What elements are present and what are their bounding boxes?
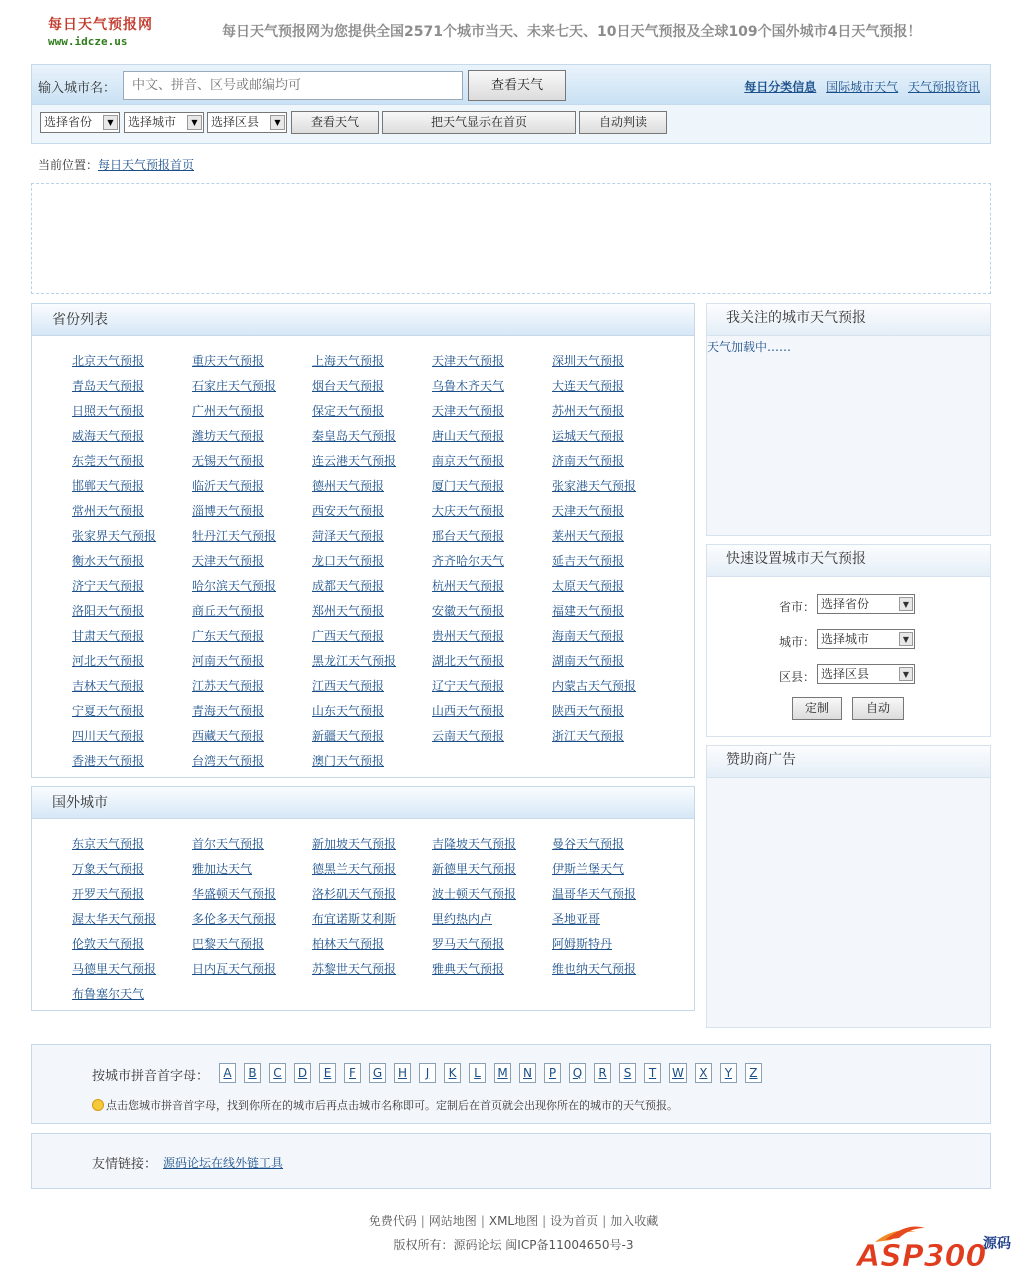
city-link[interactable]: 香港天气预报 — [72, 754, 145, 768]
city-link[interactable]: 江西天气预报 — [312, 679, 385, 693]
qs-province-label: 省市： — [779, 600, 816, 614]
city-link[interactable]: 邢台天气预报 — [432, 529, 505, 543]
city-row — [72, 860, 694, 885]
city-link[interactable]: 伊斯兰堡天气 — [552, 862, 625, 876]
city-link[interactable]: 浙江天气预报 — [552, 729, 625, 743]
quick-set-box — [706, 544, 991, 737]
city-link[interactable]: 莱州天气预报 — [552, 529, 625, 543]
letter-link[interactable]: S — [619, 1063, 636, 1083]
city-row — [72, 577, 694, 602]
city-link[interactable]: 黑龙江天气预报 — [312, 654, 397, 668]
city-link[interactable]: 厦门天气预报 — [432, 479, 505, 493]
city-row — [72, 602, 694, 627]
city-row — [72, 677, 694, 702]
asp300-watermark-logo — [855, 1220, 1025, 1272]
city-link[interactable]: 罗马天气预报 — [432, 937, 505, 951]
city-link[interactable]: 广东天气预报 — [192, 629, 265, 643]
city-link[interactable]: 济南天气预报 — [552, 454, 625, 468]
letter-link[interactable]: M — [494, 1063, 511, 1083]
city-row — [72, 652, 694, 677]
city-link[interactable]: 深圳天气预报 — [552, 354, 625, 368]
city-link[interactable]: 阿姆斯特丹 — [552, 937, 613, 951]
custom-button[interactable]: 定制 — [792, 697, 842, 720]
letter-link[interactable]: P — [544, 1063, 561, 1083]
city-link[interactable]: 维也纳天气预报 — [552, 962, 637, 976]
city-link[interactable]: 雅加达天气 — [192, 862, 253, 876]
city-link[interactable]: 济宁天气预报 — [72, 579, 145, 593]
letter-link[interactable]: F — [344, 1063, 361, 1083]
city-link[interactable]: 温哥华天气预报 — [552, 887, 637, 901]
city-row — [72, 752, 694, 777]
letter-link[interactable]: K — [444, 1063, 461, 1083]
city-link[interactable]: 开罗天气预报 — [72, 887, 145, 901]
qs-city-label: 城市： — [779, 635, 816, 649]
city-link[interactable]: 延吉天气预报 — [552, 554, 625, 568]
letter-index-box — [31, 1044, 991, 1124]
link-international-weather[interactable]: 国际城市天气 — [826, 80, 899, 94]
city-link[interactable]: 山西天气预报 — [432, 704, 505, 718]
city-link[interactable]: 柏林天气预报 — [312, 937, 385, 951]
select-bar — [32, 105, 990, 143]
city-link[interactable]: 陕西天气预报 — [552, 704, 625, 718]
city-link[interactable]: 东京天气预报 — [72, 837, 145, 851]
city-link[interactable]: 曼谷天气预报 — [552, 837, 625, 851]
city-link[interactable]: 潍坊天气预报 — [192, 429, 265, 443]
letter-link[interactable]: G — [369, 1063, 386, 1083]
top-links — [738, 78, 980, 95]
city-link[interactable]: 烟台天气预报 — [312, 379, 385, 393]
city-link[interactable]: 成都天气预报 — [312, 579, 385, 593]
city-link[interactable]: 常州天气预报 — [72, 504, 145, 518]
footer-link-xml-map[interactable]: XML地图 — [488, 1214, 539, 1228]
city-link[interactable]: 乌鲁木齐天气 — [432, 379, 505, 393]
letter-tip: 点击您城市拼音首字母，找到你所在的城市后再点击城市名称即可。定制后在首页就会出现你所在的城市的天气预报。 — [92, 1097, 678, 1113]
watermark-text: ASP300 — [857, 1239, 987, 1272]
city-row — [72, 477, 694, 502]
city-row — [72, 835, 694, 860]
city-link[interactable]: 日内瓦天气预报 — [192, 962, 277, 976]
city-link[interactable]: 山东天气预报 — [312, 704, 385, 718]
city-link[interactable]: 重庆天气预报 — [192, 354, 265, 368]
city-link[interactable]: 威海天气预报 — [72, 429, 145, 443]
friend-link[interactable]: 源码论坛在线外链工具 — [163, 1156, 284, 1170]
letter-link[interactable]: R — [594, 1063, 611, 1083]
qs-county-label: 区县： — [779, 670, 816, 684]
city-link[interactable]: 内蒙古天气预报 — [552, 679, 637, 693]
city-link[interactable]: 连云港天气预报 — [312, 454, 397, 468]
breadcrumb: 当前位置：每日天气预报首页 — [38, 158, 195, 172]
city-link[interactable]: 洛阳天气预报 — [72, 604, 145, 618]
city-row — [72, 452, 694, 477]
city-link[interactable]: 广西天气预报 — [312, 629, 385, 643]
foreign-city-box — [31, 786, 695, 1011]
city-link[interactable]: 太原天气预报 — [552, 579, 625, 593]
lightbulb-icon — [92, 1099, 104, 1111]
county-select[interactable]: 选择区县 ▼ — [207, 112, 287, 133]
city-link[interactable]: 华盛顿天气预报 — [192, 887, 277, 901]
auto-button[interactable]: 自动 — [852, 697, 904, 720]
city-select[interactable]: 选择城市 ▼ — [124, 112, 204, 133]
city-row — [72, 377, 694, 402]
city-link[interactable]: 北京天气预报 — [72, 354, 145, 368]
letter-link[interactable]: W — [669, 1063, 687, 1083]
letter-link[interactable]: H — [394, 1063, 411, 1083]
city-link[interactable]: 临沂天气预报 — [192, 479, 265, 493]
city-row — [72, 727, 694, 752]
city-link[interactable]: 上海天气预报 — [312, 354, 385, 368]
city-link[interactable]: 大庆天气预报 — [432, 504, 505, 518]
letter-index-label: 按城市拼音首字母： — [92, 1069, 210, 1084]
site-logo[interactable] — [48, 14, 163, 46]
letter-link[interactable]: A — [219, 1063, 236, 1083]
search-label: 输入城市名： — [38, 81, 117, 96]
qs-city-select[interactable]: 选择城市 ▼ — [817, 629, 915, 649]
city-link[interactable]: 苏州天气预报 — [552, 404, 625, 418]
banner-ad-area — [31, 183, 991, 294]
city-link[interactable]: 新疆天气预报 — [312, 729, 385, 743]
sponsor-box — [706, 745, 991, 1028]
city-link[interactable]: 西安天气预报 — [312, 504, 385, 518]
city-link[interactable]: 澳门天气预报 — [312, 754, 385, 768]
city-link[interactable]: 新德里天气预报 — [432, 862, 517, 876]
city-link[interactable]: 里约热内卢 — [432, 912, 493, 926]
city-search-input[interactable] — [123, 71, 463, 100]
city-link[interactable]: 布鲁塞尔天气 — [72, 987, 145, 1001]
city-link[interactable]: 德州天气预报 — [312, 479, 385, 493]
city-link[interactable]: 吉林天气预报 — [72, 679, 145, 693]
logo-title: 每日天气预报网 — [48, 17, 153, 33]
city-link[interactable]: 万象天气预报 — [72, 862, 145, 876]
city-link[interactable]: 天津天气预报 — [192, 554, 265, 568]
city-link[interactable]: 多伦多天气预报 — [192, 912, 277, 926]
province-select[interactable]: 选择省份 ▼ — [40, 112, 120, 133]
city-link[interactable]: 西藏天气预报 — [192, 729, 265, 743]
city-link[interactable]: 湖南天气预报 — [552, 654, 625, 668]
logo-url: www.idcze.us — [48, 35, 128, 48]
letter-link[interactable]: N — [519, 1063, 536, 1083]
city-link[interactable]: 广州天气预报 — [192, 404, 265, 418]
city-row — [72, 527, 694, 552]
city-link[interactable]: 天津天气预报 — [432, 354, 505, 368]
friend-links-label: 友情链接： — [92, 1157, 158, 1172]
dropdown-arrow-icon: ▼ — [270, 115, 285, 130]
dropdown-arrow-icon: ▼ — [899, 597, 913, 611]
city-link[interactable]: 江苏天气预报 — [192, 679, 265, 693]
city-link[interactable]: 牡丹江天气预报 — [192, 529, 277, 543]
province-list-title: 省份列表 — [32, 304, 694, 336]
letter-link[interactable]: B — [244, 1063, 261, 1083]
search-panel — [31, 64, 991, 144]
city-row — [72, 502, 694, 527]
city-row — [72, 552, 694, 577]
qs-county-select[interactable]: 选择区县 ▼ — [817, 664, 915, 684]
city-row — [72, 885, 694, 910]
search-bar — [32, 65, 990, 105]
city-link[interactable]: 齐齐哈尔天气 — [432, 554, 505, 568]
dropdown-arrow-icon: ▼ — [899, 667, 913, 681]
footer-links: 免费代码 | 网站地图 | XML地图 | 设为首页 | 加入收藏 — [368, 1214, 659, 1228]
sponsor-title: 赞助商广告 — [707, 746, 990, 778]
city-link[interactable]: 辽宁天气预报 — [432, 679, 505, 693]
city-link[interactable]: 东莞天气预报 — [72, 454, 145, 468]
province-grid — [32, 336, 694, 777]
footer-link-bookmark[interactable]: 加入收藏 — [610, 1214, 659, 1228]
city-link[interactable]: 张家港天气预报 — [552, 479, 637, 493]
city-link[interactable]: 石家庄天气预报 — [192, 379, 277, 393]
city-link[interactable]: 河北天气预报 — [72, 654, 145, 668]
city-link[interactable]: 运城天气预报 — [552, 429, 625, 443]
followed-cities-box — [706, 303, 991, 536]
city-link[interactable]: 天津天气预报 — [432, 404, 505, 418]
city-link[interactable]: 天津天气预报 — [552, 504, 625, 518]
city-link[interactable]: 布宜诺斯艾利斯 — [312, 912, 397, 926]
city-link[interactable]: 德黑兰天气预报 — [312, 862, 397, 876]
city-link[interactable]: 宁夏天气预报 — [72, 704, 145, 718]
city-link[interactable]: 吉隆坡天气预报 — [432, 837, 517, 851]
footer-link-set-homepage[interactable]: 设为首页 — [550, 1214, 599, 1228]
city-link[interactable]: 渥太华天气预报 — [72, 912, 157, 926]
city-row — [72, 935, 694, 960]
city-link[interactable]: 秦皇岛天气预报 — [312, 429, 397, 443]
letter-link[interactable]: J — [419, 1063, 436, 1083]
quick-set-title: 快速设置城市天气预报 — [707, 545, 990, 577]
footer-link-free-code[interactable]: 免费代码 — [368, 1214, 417, 1228]
city-link[interactable]: 波士顿天气预报 — [432, 887, 517, 901]
city-link[interactable]: 保定天气预报 — [312, 404, 385, 418]
city-link[interactable]: 伦敦天气预报 — [72, 937, 145, 951]
dropdown-arrow-icon: ▼ — [899, 632, 913, 646]
letter-link[interactable]: D — [294, 1063, 311, 1083]
letter-link[interactable]: T — [644, 1063, 661, 1083]
city-link[interactable]: 大连天气预报 — [552, 379, 625, 393]
city-link[interactable]: 日照天气预报 — [72, 404, 145, 418]
city-link[interactable]: 衡水天气预报 — [72, 554, 145, 568]
view-weather-button[interactable]: 查看天气 — [291, 111, 379, 134]
city-link[interactable]: 福建天气预报 — [552, 604, 625, 618]
link-weather-news[interactable]: 天气预报资讯 — [907, 80, 980, 94]
city-link[interactable]: 马德里天气预报 — [72, 962, 157, 976]
letter-link[interactable]: Y — [720, 1063, 737, 1083]
city-link[interactable]: 河南天气预报 — [192, 654, 265, 668]
city-link[interactable]: 无锡天气预报 — [192, 454, 265, 468]
foreign-city-title: 国外城市 — [32, 787, 694, 819]
site-slogan: 每日天气预报网为您提供全国2571个城市当天、未来七天、10日天气预报及全球109个国外城市4日天气预报！ — [222, 24, 922, 40]
city-link[interactable]: 苏黎世天气预报 — [312, 962, 397, 976]
city-link[interactable]: 圣地亚哥 — [552, 912, 601, 926]
city-link[interactable]: 雅典天气预报 — [432, 962, 505, 976]
watermark-sub: 源码 — [983, 1236, 1011, 1252]
city-link[interactable]: 安徽天气预报 — [432, 604, 505, 618]
letter-link[interactable]: Z — [745, 1063, 762, 1083]
city-link[interactable]: 首尔天气预报 — [192, 837, 265, 851]
followed-cities-title: 我关注的城市天气预报 — [707, 304, 990, 336]
city-link[interactable]: 南京天气预报 — [432, 454, 505, 468]
city-link[interactable]: 云南天气预报 — [432, 729, 505, 743]
letter-link[interactable]: E — [319, 1063, 336, 1083]
city-link[interactable]: 四川天气预报 — [72, 729, 145, 743]
footer-link-sitemap[interactable]: 网站地图 — [428, 1214, 477, 1228]
letter-link[interactable]: L — [469, 1063, 486, 1083]
province-list-box — [31, 303, 695, 778]
qs-province-select[interactable]: 选择省份 ▼ — [817, 594, 915, 614]
letter-link[interactable]: Q — [569, 1063, 586, 1083]
city-link[interactable]: 菏泽天气预报 — [312, 529, 385, 543]
friend-links-box — [31, 1133, 991, 1189]
city-link[interactable]: 巴黎天气预报 — [192, 937, 265, 951]
letter-link[interactable]: X — [695, 1063, 712, 1083]
city-link[interactable]: 贵州天气预报 — [432, 629, 505, 643]
city-link[interactable]: 青海天气预报 — [192, 704, 265, 718]
city-link[interactable]: 淄博天气预报 — [192, 504, 265, 518]
city-link[interactable]: 商丘天气预报 — [192, 604, 265, 618]
city-row — [72, 702, 694, 727]
city-link[interactable]: 郑州天气预报 — [312, 604, 385, 618]
city-link[interactable]: 唐山天气预报 — [432, 429, 505, 443]
city-row — [72, 985, 694, 1010]
city-link[interactable]: 哈尔滨天气预报 — [192, 579, 277, 593]
dropdown-arrow-icon: ▼ — [187, 115, 202, 130]
city-link[interactable]: 邯郸天气预报 — [72, 479, 145, 493]
city-link[interactable]: 青岛天气预报 — [72, 379, 145, 393]
city-link[interactable]: 张家界天气预报 — [72, 529, 157, 543]
auto-detect-button[interactable]: 自动判读 — [579, 111, 667, 134]
letter-link[interactable]: C — [269, 1063, 286, 1083]
city-row — [72, 910, 694, 935]
city-row — [72, 402, 694, 427]
city-link[interactable]: 洛杉矶天气预报 — [312, 887, 397, 901]
city-row — [72, 627, 694, 652]
city-link[interactable]: 甘肃天气预报 — [72, 629, 145, 643]
search-weather-button[interactable]: 查看天气 — [468, 70, 566, 101]
city-row — [72, 427, 694, 452]
city-link[interactable]: 湖北天气预报 — [432, 654, 505, 668]
letter-links — [219, 1063, 770, 1083]
city-link[interactable]: 海南天气预报 — [552, 629, 625, 643]
city-link[interactable]: 杭州天气预报 — [432, 579, 505, 593]
city-row — [72, 352, 694, 377]
city-link[interactable]: 新加坡天气预报 — [312, 837, 397, 851]
show-on-homepage-button[interactable]: 把天气显示在首页 — [382, 111, 576, 134]
link-classified-info[interactable]: 每日分类信息 — [744, 80, 817, 94]
breadcrumb-home-link[interactable]: 每日天气预报首页 — [98, 158, 195, 172]
loading-text: 天气加载中…… — [707, 340, 792, 354]
city-row — [72, 960, 694, 985]
city-link[interactable]: 台湾天气预报 — [192, 754, 265, 768]
footer-copyright: 版权所有：源码论坛 闽ICP备11004650号-3 — [393, 1238, 634, 1252]
dropdown-arrow-icon: ▼ — [103, 115, 118, 130]
foreign-grid — [32, 819, 694, 1010]
city-link[interactable]: 龙口天气预报 — [312, 554, 385, 568]
